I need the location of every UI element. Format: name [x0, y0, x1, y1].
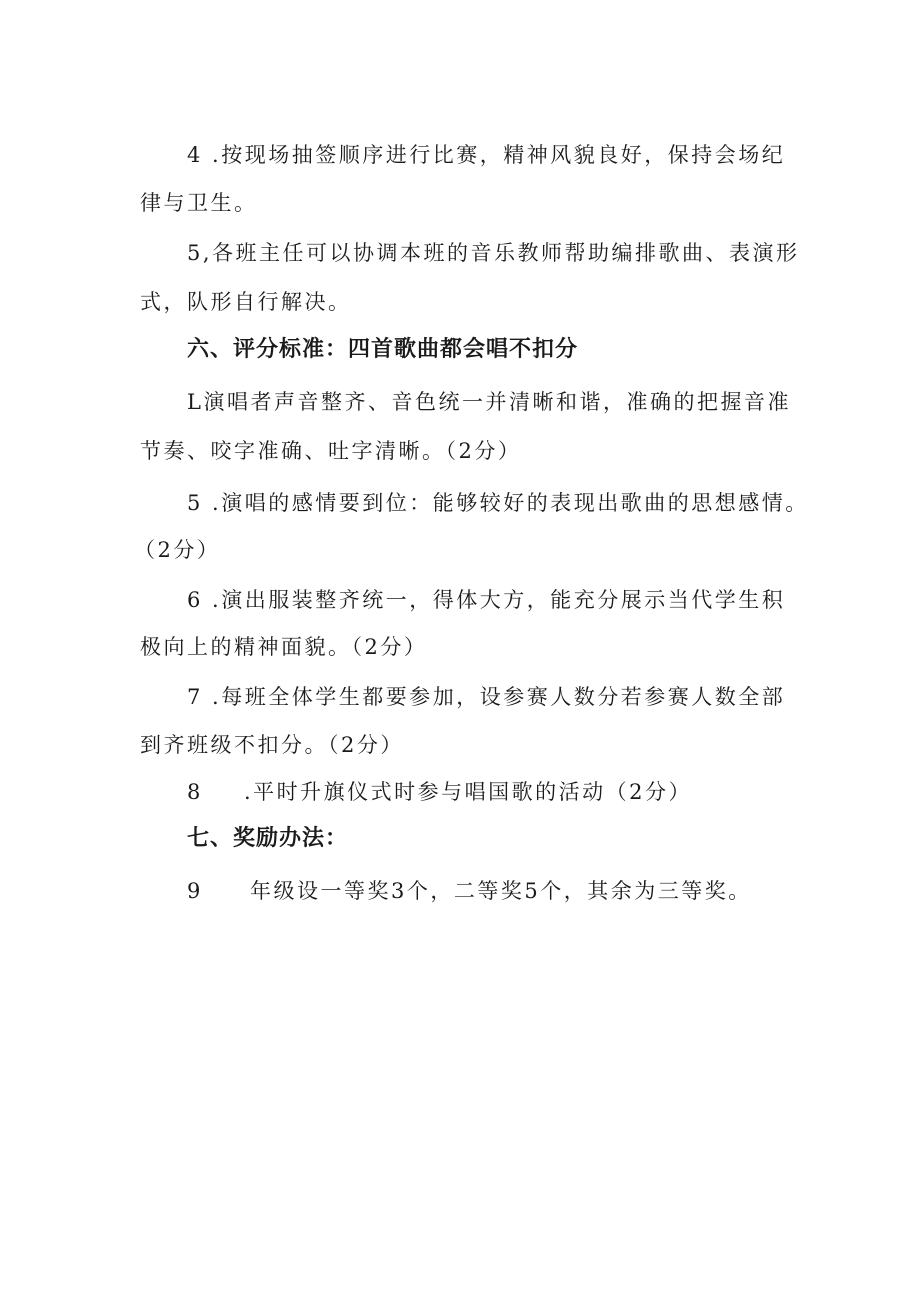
item-5a-line-2: 式，队形自行解决。 — [140, 290, 352, 314]
section-7-heading: 七、奖励办法： — [187, 826, 349, 851]
item-6-line-2: 极向上的精神面貌。（2分） — [140, 635, 428, 659]
item-8-text: .平时升旗仪式时参与唱国歌的活动（2分） — [244, 780, 693, 804]
item-4-line-1: 4 .按现场抽签顺序进行比赛，精神风貌良好，保持会场纪 — [187, 143, 786, 167]
section-6-heading: 六、评分标准：四首歌曲都会唱不扣分 — [187, 337, 579, 362]
item-5a-line-1: 5,各班主任可以协调本班的音乐教师帮助编排歌曲、表演形 — [187, 241, 800, 265]
item-7-line-1: 7 .每班全体学生都要参加，设参赛人数分若参赛人数全部 — [187, 685, 786, 709]
item-8-number: 8 — [187, 780, 203, 804]
item-l-line-1: L演唱者声音整齐、音色统一并清晰和谐，准确的把握音准 — [187, 390, 791, 414]
item-l-line-2: 节奏、咬字准确、吐字清晰。（2分） — [140, 439, 522, 463]
item-6-line-1: 6 .演出服装整齐统一，得体大方，能充分展示当代学生积 — [187, 588, 786, 612]
item-7-line-2: 到齐班级不扣分。（2分） — [140, 733, 404, 757]
item-4-line-2: 律与卫生。 — [140, 191, 258, 215]
item-9-number: 9 — [187, 879, 203, 903]
item-5b-line-1: 5 .演唱的感情要到位：能够较好的表现出歌曲的思想感情。 — [187, 491, 809, 515]
item-5b-line-2: （2分） — [134, 538, 221, 562]
item-9-text: 年级设一等奖3个，二等奖5个，其余为三等奖。 — [250, 879, 752, 903]
